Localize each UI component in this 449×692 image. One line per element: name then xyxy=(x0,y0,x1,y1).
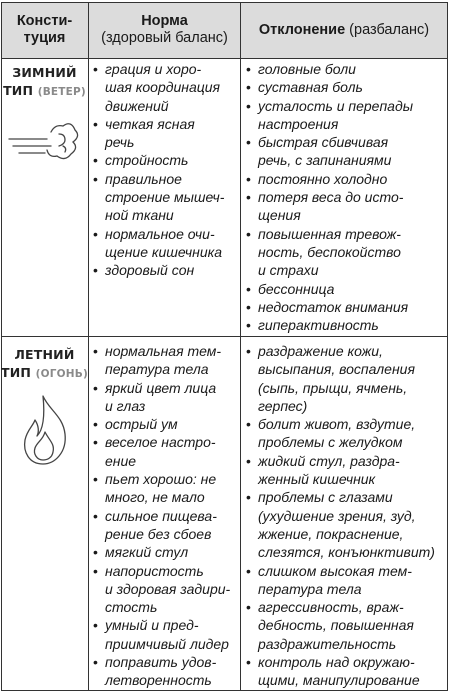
list-item-text: повышенная тревож- ность, беспокойство и страхи xyxy=(258,225,401,279)
list-item-text: напористость и здоровая задири- стость xyxy=(105,562,231,616)
list-item-text: потеря веса до исто- щения xyxy=(258,189,404,224)
list-item-text: стройность xyxy=(105,152,189,169)
bullet-icon: • xyxy=(246,452,251,469)
deviation-list-summer xyxy=(246,342,444,690)
constitution-table xyxy=(1,2,447,690)
flame-icon xyxy=(19,392,75,468)
column-divider xyxy=(88,2,89,690)
norm-list-summer xyxy=(93,342,238,690)
list-item-text: жидкий стул, раздра- женный кишечник xyxy=(258,452,400,488)
list-item xyxy=(93,562,238,617)
list-item xyxy=(246,342,444,415)
list-item-text: нормальное очи- щение кишечника xyxy=(105,225,223,260)
list-item-text: гиперактивность xyxy=(258,317,379,334)
list-item xyxy=(246,170,444,188)
list-item xyxy=(93,342,238,379)
list-item xyxy=(93,115,238,152)
list-item xyxy=(93,60,238,115)
bullet-icon: • xyxy=(246,97,251,114)
list-item xyxy=(246,60,444,78)
header-norm-title: Норма xyxy=(141,13,188,29)
type-subline xyxy=(1,364,88,383)
type-element: (ОГОНЬ) xyxy=(35,368,88,380)
bullet-icon: • xyxy=(93,416,98,433)
bullet-icon: • xyxy=(93,434,98,451)
list-item-text: грация и хоро- шая координация движений xyxy=(105,61,221,114)
type-word: ТИП xyxy=(1,365,32,380)
type-word: ТИП xyxy=(3,83,34,98)
type-name: ЗИМНИЙ xyxy=(12,65,77,80)
bullet-icon: • xyxy=(93,654,98,671)
list-item-text: контроль над окружаю- щими, манипулирование xyxy=(258,654,420,689)
type-label-winter xyxy=(1,64,88,101)
list-item-text: агрессивность, враж- дебность, повышенная раздражительность xyxy=(258,599,414,652)
bullet-icon: • xyxy=(246,599,251,616)
list-item-text: острый ум xyxy=(105,416,178,433)
bullet-icon: • xyxy=(93,471,98,488)
bullet-icon: • xyxy=(93,343,98,359)
list-item xyxy=(93,433,238,470)
list-item xyxy=(246,97,444,134)
list-item xyxy=(93,543,238,561)
bullet-icon: • xyxy=(93,507,98,524)
wind-icon xyxy=(7,120,79,166)
type-name: ЛЕТНИЙ xyxy=(14,347,75,362)
bullet-icon: • xyxy=(93,225,98,242)
header-norm-subtitle: (здоровый баланс) xyxy=(101,30,228,46)
header-divider xyxy=(1,58,447,59)
list-item-text: поправить удов- летворенность xyxy=(105,654,217,689)
bullet-icon: • xyxy=(246,654,251,671)
list-item xyxy=(246,225,444,280)
list-item-text: сильное пищева- рение без сбоев xyxy=(105,507,217,542)
list-item xyxy=(246,78,444,96)
list-item-text: раздражение кожи, высыпания, воспаления (сыпь, прыщи, ячмень, герпес) xyxy=(258,343,415,414)
list-item xyxy=(246,188,444,225)
bullet-icon: • xyxy=(93,152,98,169)
bullet-icon: • xyxy=(93,562,98,579)
list-item xyxy=(93,616,238,653)
list-item-text: постоянно холодно xyxy=(258,170,388,187)
list-item-text: мягкий стул xyxy=(105,544,189,561)
list-item-text: пьет хорошо: не много, не мало xyxy=(105,471,217,506)
list-item xyxy=(93,151,238,169)
bullet-icon: • xyxy=(246,134,251,151)
bullet-icon: • xyxy=(93,262,98,279)
list-item xyxy=(246,280,444,298)
list-item xyxy=(93,170,238,225)
bullet-icon: • xyxy=(246,170,251,187)
list-item xyxy=(93,653,238,690)
bullet-icon: • xyxy=(246,489,251,506)
bullet-icon: • xyxy=(93,170,98,187)
deviation-list-winter xyxy=(246,60,444,334)
bullet-icon: • xyxy=(93,61,98,77)
bullet-icon: • xyxy=(93,617,98,634)
list-item xyxy=(93,470,238,507)
list-item xyxy=(93,379,238,416)
bullet-icon: • xyxy=(246,189,251,206)
bullet-icon: • xyxy=(246,562,251,579)
list-item-text: головные боли xyxy=(258,61,356,77)
bullet-icon: • xyxy=(246,298,251,315)
list-item xyxy=(93,507,238,544)
list-item xyxy=(93,225,238,262)
bullet-icon: • xyxy=(246,343,251,359)
bullet-icon: • xyxy=(246,416,251,433)
bullet-icon: • xyxy=(246,317,251,334)
bullet-icon: • xyxy=(93,544,98,561)
list-item-text: веселое настро- ение xyxy=(105,434,216,469)
list-item-text: умный и пред- приимчивый лидер xyxy=(105,617,229,652)
column-divider xyxy=(240,2,241,690)
list-item xyxy=(246,316,444,334)
list-item xyxy=(246,133,444,170)
header-deviation-subtitle: (разбаланс) xyxy=(349,21,430,38)
type-label-summer xyxy=(1,346,88,383)
list-item-text: нормальная тем- пература тела xyxy=(105,343,222,378)
list-item-text: четкая ясная речь xyxy=(105,115,195,151)
bullet-icon: • xyxy=(246,79,251,96)
list-item xyxy=(93,415,238,433)
type-subline xyxy=(1,82,88,101)
bullet-icon: • xyxy=(246,280,251,297)
list-item-text: здоровый сон xyxy=(105,262,195,279)
list-item xyxy=(246,298,444,316)
type-element: (ВЕТЕР) xyxy=(37,86,86,98)
list-item-text: слишком высокая тем- пература тела xyxy=(258,562,412,597)
list-item xyxy=(246,562,444,599)
list-item-text: быстрая сбивчивая речь, с запинаниями xyxy=(258,134,392,169)
list-item xyxy=(246,452,444,489)
bullet-icon: • xyxy=(93,115,98,132)
row-divider xyxy=(1,336,447,337)
list-item-text: суставная боль xyxy=(258,79,363,96)
list-item-text: яркий цвет лица и глаз xyxy=(105,379,217,414)
list-item xyxy=(246,415,444,452)
list-item-text: усталость и перепады настроения xyxy=(258,97,413,132)
header-constitution-label: Консти- туция xyxy=(16,13,73,46)
list-item xyxy=(246,488,444,561)
bullet-icon: • xyxy=(93,379,98,396)
header-deviation-title: Отклонение xyxy=(258,21,346,38)
bullet-icon: • xyxy=(246,61,251,77)
list-item xyxy=(246,598,444,653)
list-item-text: недостаток внимания xyxy=(258,298,409,315)
norm-list-winter xyxy=(93,60,238,280)
list-item xyxy=(93,261,238,279)
list-item xyxy=(246,653,444,690)
list-item-text: проблемы с глазами (ухудшение зрения, зуд, жжение, покраснение, слезятся, конъюнктивит) xyxy=(258,489,435,561)
list-item-text: болит живот, вздутие, проблемы с желудком xyxy=(258,416,416,451)
list-item-text: правильное строение мышеч- ной ткани xyxy=(105,170,225,224)
bullet-icon: • xyxy=(246,225,251,242)
list-item-text: бессонница xyxy=(258,280,335,297)
